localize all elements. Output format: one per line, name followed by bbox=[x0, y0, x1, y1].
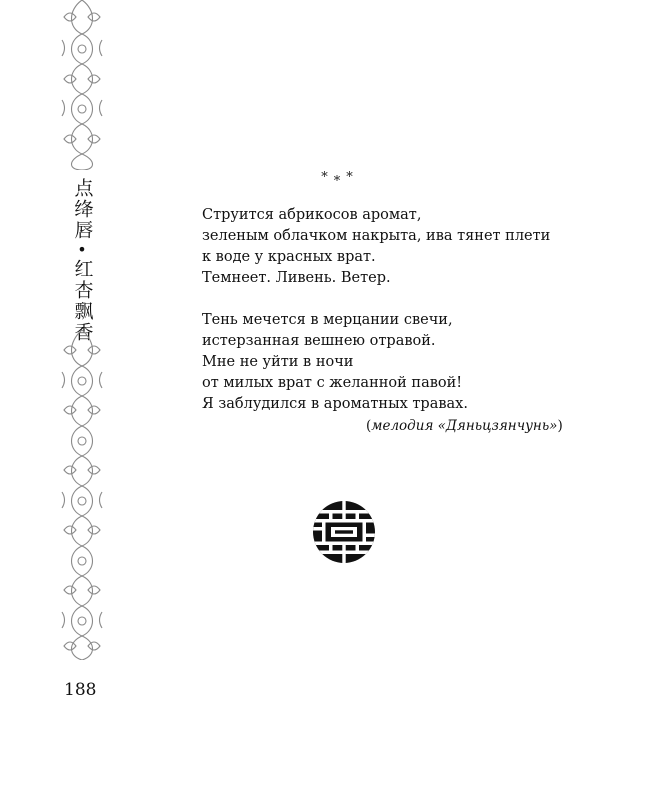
page-number: 188 bbox=[64, 680, 97, 700]
asterisk: * bbox=[333, 174, 347, 189]
attribution-open-paren: ( bbox=[366, 418, 372, 434]
poem-line: Я заблудился в ароматных травах. bbox=[202, 396, 468, 412]
poem-stanza-2 bbox=[202, 310, 468, 415]
poem-line: Мне не уйти в ночи bbox=[202, 354, 354, 370]
title-lower: 红杏飘香 bbox=[71, 259, 94, 343]
attribution-text: мелодия «Дяньцзянчунь» bbox=[371, 418, 558, 434]
poem-stanza-1 bbox=[202, 205, 550, 289]
poem-separator-asterisks bbox=[300, 170, 380, 189]
floral-ornament-top-icon bbox=[60, 0, 104, 170]
poem-line: от милых врат с желанной павой! bbox=[202, 375, 463, 391]
floral-ornament-bottom-icon bbox=[60, 330, 104, 660]
title-separator: • bbox=[77, 240, 87, 259]
title-upper: 点绛唇 bbox=[71, 178, 94, 241]
poem-line: к воде у красных врат. bbox=[202, 249, 376, 265]
asterisk: * bbox=[321, 170, 334, 185]
vertical-poem-title bbox=[64, 178, 100, 343]
melody-attribution bbox=[366, 418, 563, 434]
poem-line: Струится абрикосов аромат, bbox=[202, 207, 422, 223]
attribution-close-paren: ) bbox=[557, 418, 563, 434]
poem-line: истерзанная вешнею отравой. bbox=[202, 333, 436, 349]
poem-line: зеленым облачком накрыта, ива тянет плети bbox=[202, 228, 551, 244]
poem-line: Темнеет. Ливень. Ветер. bbox=[202, 270, 391, 286]
poem-line: Тень мечется в мерцании свечи, bbox=[202, 312, 453, 328]
shou-longevity-icon bbox=[312, 500, 376, 564]
asterisk: * bbox=[346, 170, 359, 185]
